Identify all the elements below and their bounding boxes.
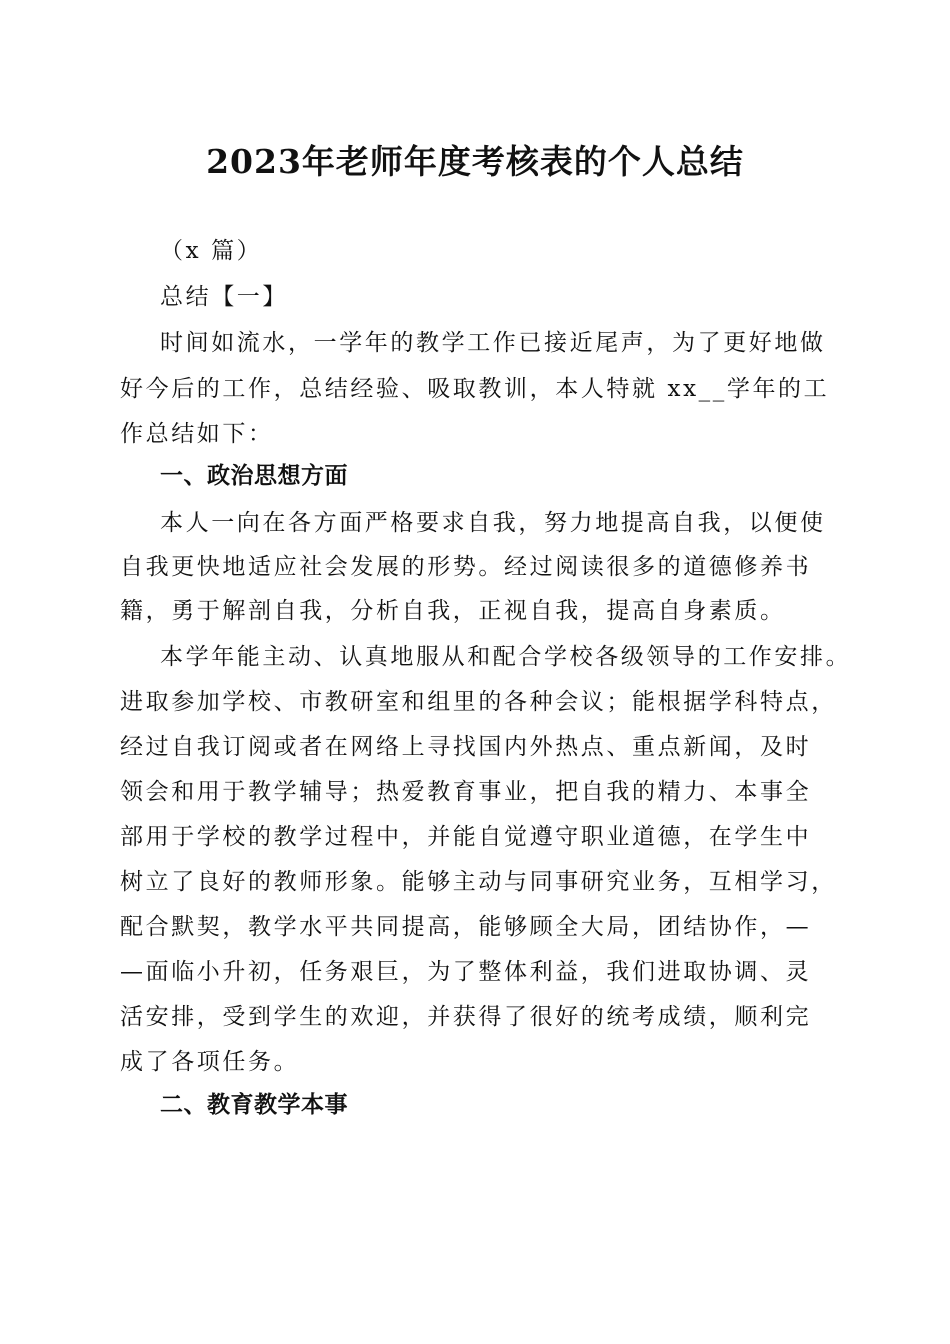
section-label: 总结【一】	[160, 284, 288, 310]
paragraph-line: 时间如流水，一学年的教学工作已接近尾声，为了更好地做	[160, 330, 826, 356]
section-heading: 二、教育教学本事	[160, 1092, 348, 1118]
paragraph-line: 籍，勇于解剖自我，分析自我，正视自我，提高自身素质。	[120, 598, 786, 624]
section-heading: 一、政治思想方面	[160, 463, 348, 489]
paragraph-line: 进取参加学校、市教研室和组里的各种会议；能根据学科特点，	[120, 689, 837, 715]
paragraph-line: 部用于学校的教学过程中，并能自觉遵守职业道德，在学生中	[120, 824, 812, 850]
paragraph-line: 本人一向在各方面严格要求自我，努力地提高自我，以便使	[160, 510, 826, 536]
paragraph-line: 自我更快地适应社会发展的形势。经过阅读很多的道德修养书	[120, 554, 812, 580]
paragraph-line: 经过自我订阅或者在网络上寻找国内外热点、重点新闻，及时	[120, 734, 812, 760]
paragraph-line: 活安排，受到学生的欢迎，并获得了很好的统考成绩，顺利完	[120, 1004, 812, 1030]
paragraph-line: 成了各项任务。	[120, 1049, 300, 1075]
document-title: 2023年老师年度考核表的个人总结	[206, 142, 744, 181]
paragraph-line: 好今后的工作，总结经验、吸取教训，本人特就 xx__学年的工	[120, 376, 830, 402]
subtitle: （x 篇）	[160, 238, 263, 264]
paragraph-line: 树立了良好的教师形象。能够主动与同事研究业务，互相学习，	[120, 869, 837, 895]
paragraph-line: 领会和用于教学辅导；热爱教育事业，把自我的精力、本事全	[120, 779, 812, 805]
paragraph-line: 本学年能主动、认真地服从和配合学校各级领导的工作安排。	[160, 644, 852, 670]
paragraph-line: 作总结如下：	[120, 421, 274, 447]
paragraph-line: —面临小升初，任务艰巨，为了整体利益，我们进取协调、灵	[120, 959, 812, 985]
paragraph-line: 配合默契，教学水平共同提高，能够顾全大局，团结协作，—	[120, 914, 812, 940]
